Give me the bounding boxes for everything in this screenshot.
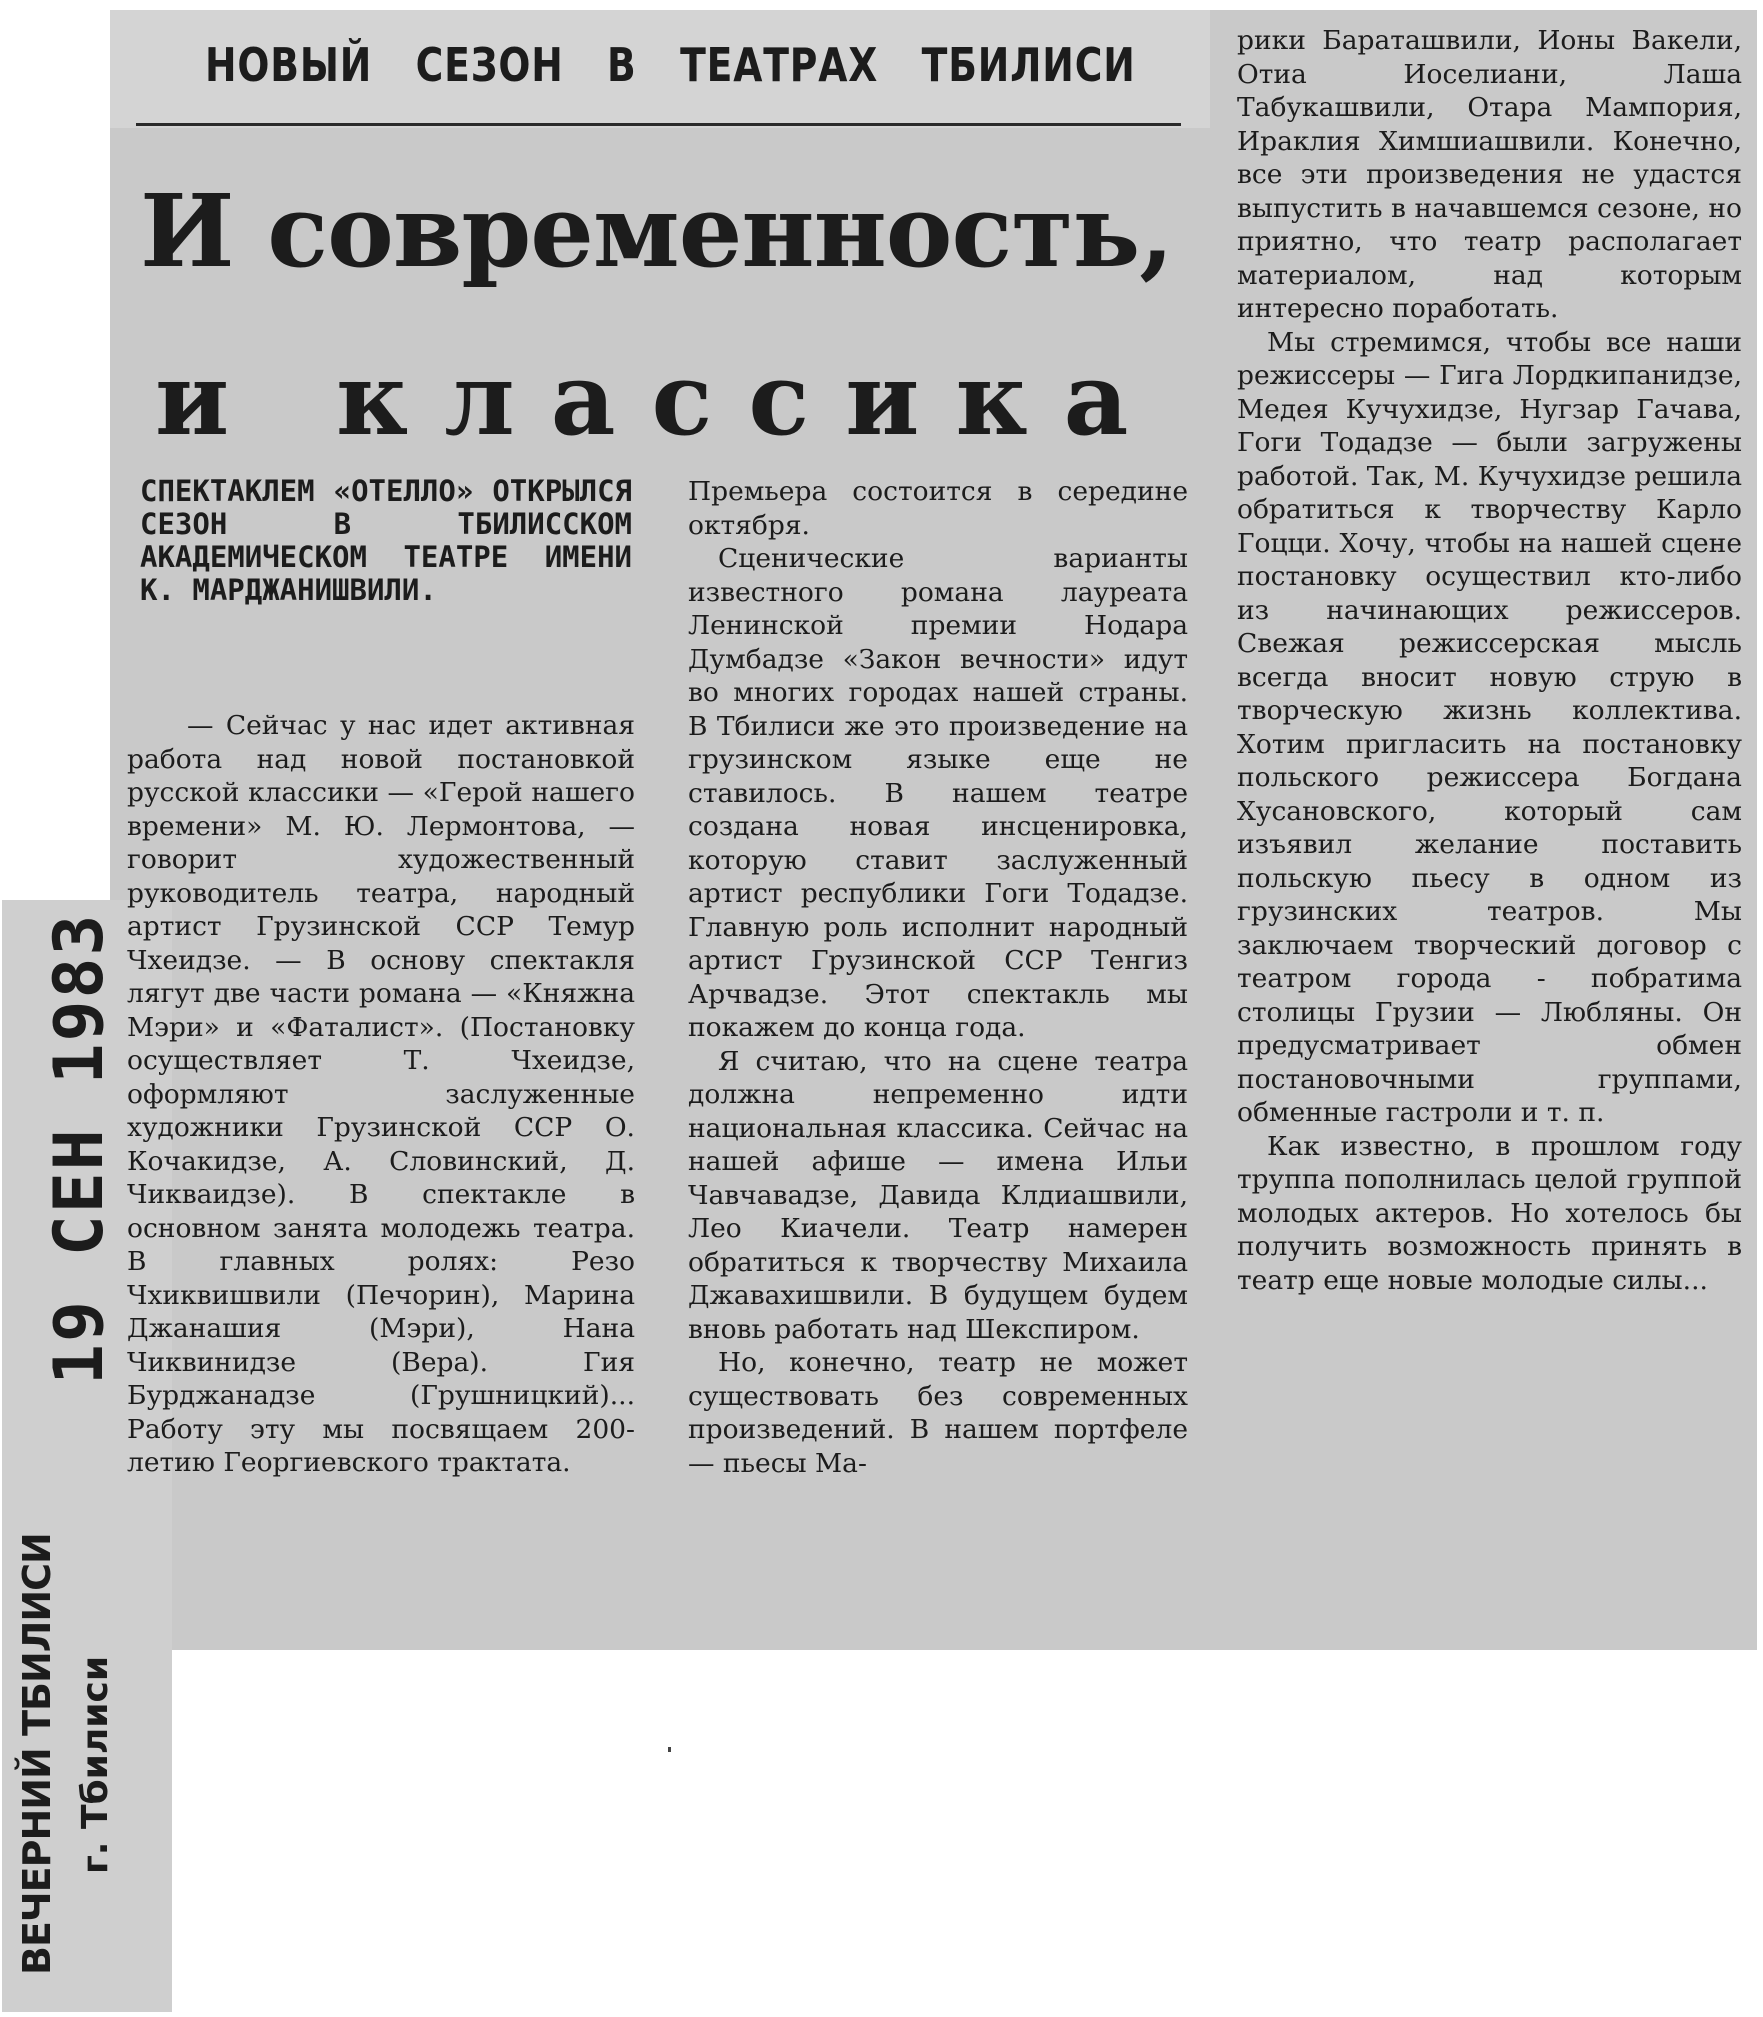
paragraph: рики Бараташвили, Ионы Вакели, Отиа Иоселиани, Лаша Табукашвили, Отара Мампория, Ираклия Химшиашвили. Конечно, все эти произведения не удастся выпустить в начавшемся сезоне, но приятно, что театр располагает материалом, над которым интересно поработать. [1237,25,1742,324]
headline-line-1: И современность, [140,172,1174,290]
article-column-3 [1237,24,1742,1297]
kicker-rule [136,123,1181,126]
newspaper-stamp: ВЕЧЕРНИЙ ТБИЛИСИ [15,1533,59,1975]
city-stamp: г. Тбилиси [75,1655,116,1875]
paragraph: Премьера состоится в середине октября. [688,476,1188,541]
paragraph: Но, конечно, театр не может существовать без современных произведений. В нашем портфеле — пьесы Ма- [688,1347,1188,1479]
paragraph: Я считаю, что на сцене театра должна непременно идти национальная классика. Сейчас на нашей афише — имена Ильи Чавчавадзе, Давида Клдиашвили, Лео Киачели. Театр намерен обратиться к творчеству Михаила Джавахишвили. В будущем будем вновь работать над Шекспиром. [688,1045,1188,1345]
paragraph: — Сейчас у нас идет активная работа над новой постановкой русской классики — «Герой нашего времени» М. Ю. Лермонтова, — говорит художественный руководитель театра, народный артист Грузинской ССР Темур Чхеидзе. — В основу спектакля лягут две части романа — «Княжна Мэри» и «Фаталист». (Постановку осуществляет Т. Чхеидзе, оформляют заслуженные художники Грузинской ССР О. Кочакидзе, А. Словинский, Д. Чикваидзе). В спектакле в основном занята молодежь театра. В главных ролях: Резо Чхиквишвили (Печорин), Марина Джанашия (Мэри), Нана Чиквинидзе (Вера). Гия Бурджанадзе (Грушницкий)... Работу эту мы посвящаем 200-летию Георгиевского трактата. [127,710,635,1478]
paragraph: Сценические варианты известного романа лауреата Ленинской премии Нодара Думбадзе «Закон вечности» идут во многих городах нашей страны. В Тбилиси же это произведение на грузинском языке еще не ставилось. В нашем театре создана новая инсценировка, которую ставит заслуженный артист республики Гоги Тодадзе. Главную роль исполнит народный артист Грузинской ССР Тенгиз Арчвадзе. Этот спектакль мы покажем до конца года. [688,543,1188,1043]
lead-paragraph: СПЕКТАКЛЕМ «ОТЕЛЛО» ОТКРЫЛСЯ СЕЗОН В ТБИЛИССКОМ АКАДЕМИЧЕСКОМ ТЕАТРЕ ИМЕНИ К. МАРДЖАНИШВИЛИ. [140,474,632,607]
paragraph: Как известно, в прошлом году труппа пополнилась целой группой молодых актеров. Но хотелось бы получить возможность принять в театр еще новые молодые силы... [1237,1130,1742,1296]
section-kicker: НОВЫЙ СЕЗОН В ТЕАТРАХ ТБИЛИСИ [205,38,1136,92]
paragraph: Мы стремимся, чтобы все наши режиссеры — Гига Лордкипанидзе, Медея Кучухидзе, Нугзар Гачава, Гоги Тодадзе — были загружены работой. Так, М. Кучухидзе решила обратиться к творчеству Карло Гоцци. Хочу, чтобы на нашей сцене постановку осуществил кто-либо из начинающих режиссеров. Свежая режиссерская мысль всегда вносит новую струю в творческую жизнь коллектива. Хотим пригласить на постановку польского режиссера Богдана Хусановского, который сам изъявил желание поставить польскую пьесу в одном из грузинских театров. Мы заключаем творческий договор с театром города - побратима столицы Грузии — Любляны. Он предусматривает обмен постановочными группами, обменные гастроли и т. п. [1237,326,1742,1128]
paper-speck [668,1747,671,1752]
article-column-2 [688,475,1188,1480]
article-column-1 [127,709,635,1480]
date-stamp: 19 СЕН 1983 [40,912,119,1385]
headline-line-2: и классика [155,340,1165,458]
